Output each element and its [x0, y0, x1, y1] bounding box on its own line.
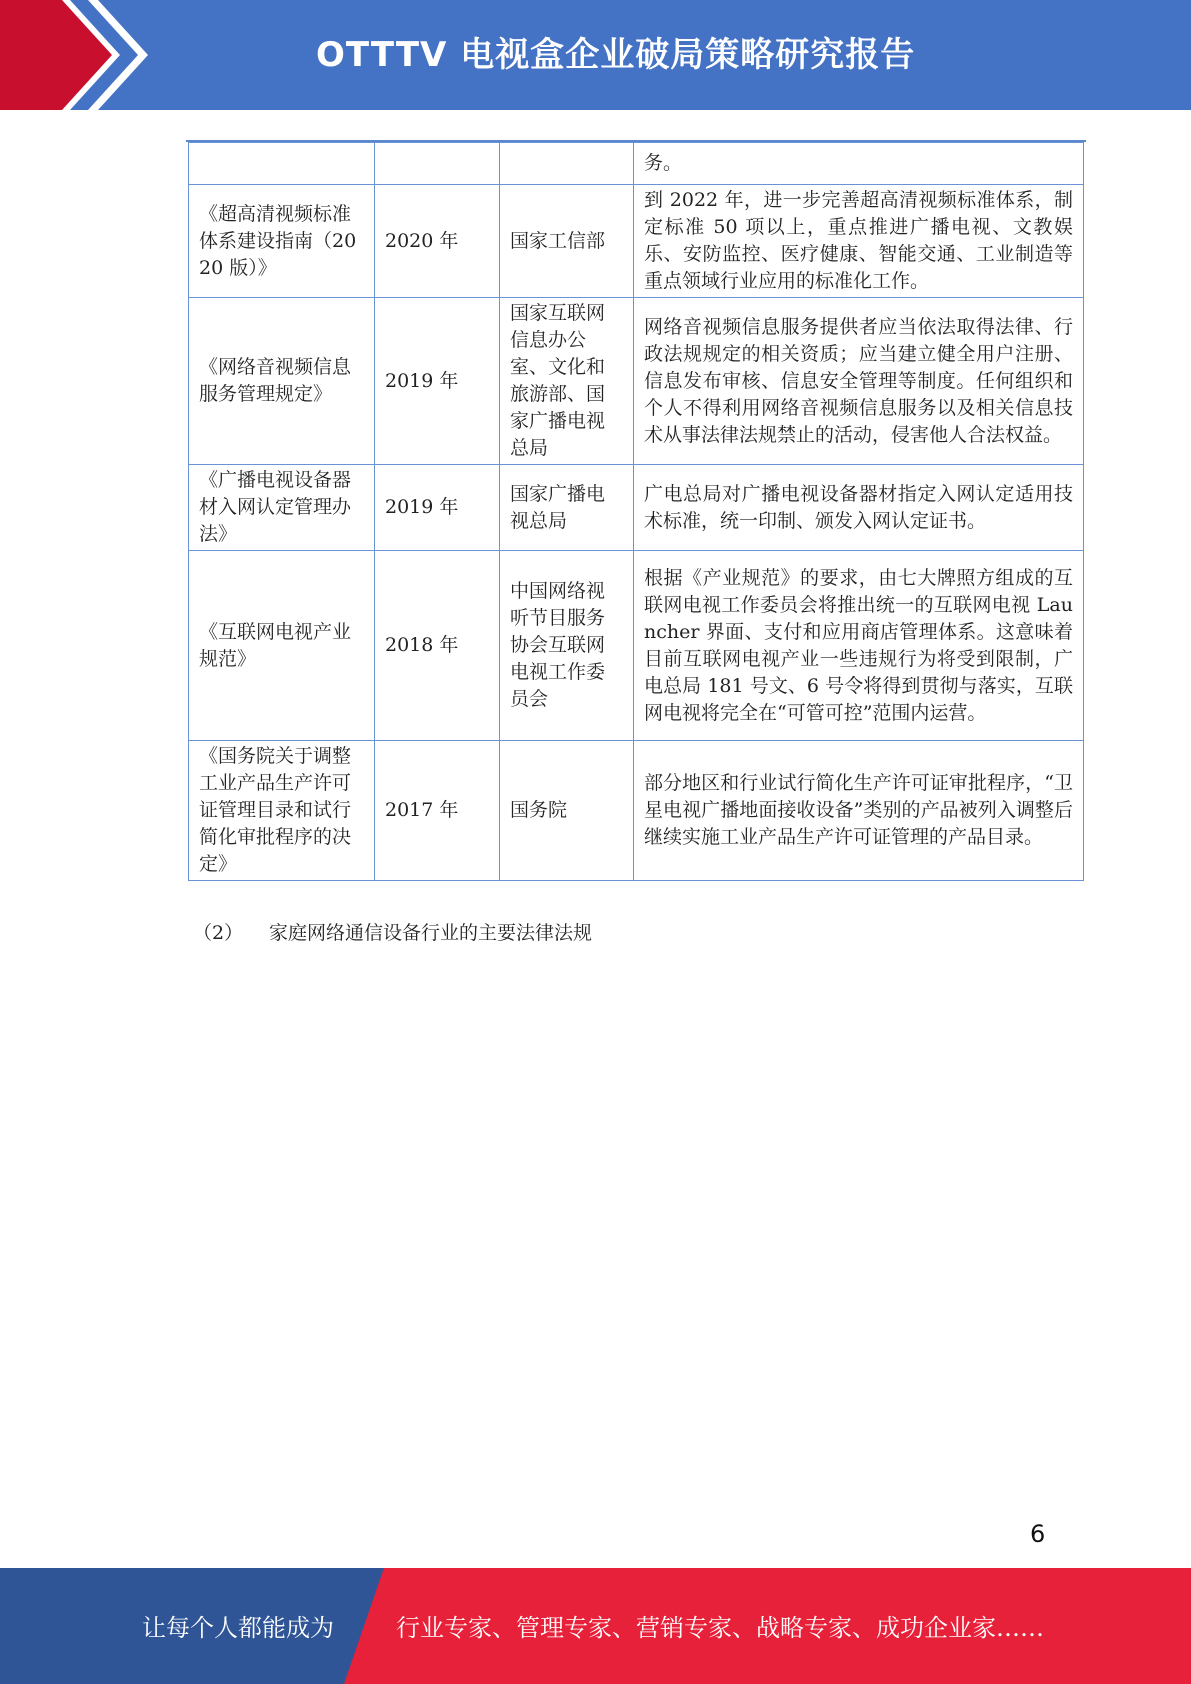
- year-cell: 2017 年: [375, 741, 500, 881]
- page-title: OTTTV 电视盒企业破局策略研究报告: [316, 35, 916, 75]
- description-cell: 部分地区和行业试行简化生产许可证审批程序，“卫星电视广播地面接收设备”类别的产品被列入调整后继续实施工业产品生产许可证管理的产品目录。: [634, 741, 1084, 881]
- year-cell: 2019 年: [375, 298, 500, 465]
- department-cell: 国家互联网信息办公室、文化和旅游部、国家广播电视总局: [500, 298, 634, 465]
- footer-slogan-left: 让每个人都能成为: [142, 1614, 334, 1642]
- page-footer: [0, 1568, 1191, 1684]
- table-row: [189, 465, 1084, 551]
- regulation-name-cell: [189, 143, 375, 185]
- department-cell: 国务院: [500, 741, 634, 881]
- department-cell: [500, 143, 634, 185]
- description-cell: 广电总局对广播电视设备器材指定入网认定适用技术标准，统一印制、颁发入网认定证书。: [634, 465, 1084, 551]
- year-cell: [375, 143, 500, 185]
- regulations-table: [188, 142, 1084, 881]
- regulation-name-cell: 《广播电视设备器材入网认定管理办法》: [189, 465, 375, 551]
- table-row: [189, 741, 1084, 881]
- regulation-name-cell: 《国务院关于调整工业产品生产许可证管理目录和试行简化审批程序的决定》: [189, 741, 375, 881]
- header-flag-icon: [0, 0, 160, 110]
- table-row: [189, 185, 1084, 298]
- table-row: [189, 143, 1084, 185]
- description-cell: 到 2022 年，进一步完善超高清视频标准体系，制定标准 50 项以上，重点推进广播电视、文教娱乐、安防监控、医疗健康、智能交通、工业制造等重点领域行业应用的标准化工作。: [634, 185, 1084, 298]
- year-cell: 2020 年: [375, 185, 500, 298]
- footer-slogan-right: 行业专家、管理专家、营销专家、战略专家、成功企业家……: [396, 1614, 1044, 1642]
- regulation-name-cell: 《网络音视频信息服务管理规定》: [189, 298, 375, 465]
- year-cell: 2019 年: [375, 465, 500, 551]
- page-number: 6: [1030, 1520, 1046, 1548]
- description-cell: 网络音视频信息服务提供者应当依法取得法律、行政法规规定的相关资质；应当建立健全用户注册、信息发布审核、信息安全管理等制度。任何组织和个人不得利用网络音视频信息服务以及相关信息技术从事法律法规禁止的活动，侵害他人合法权益。: [634, 298, 1084, 465]
- description-cell: 根据《产业规范》的要求，由七大牌照方组成的互联网电视工作委员会将推出统一的互联网电视 Launcher 界面、支付和应用商店管理体系。这意味着目前互联网电视产业一些违规行为将受到限制，广电总局 181 号文、6 号令将得到贯彻与落实，互联网电视将完全在“可管可控”范围内运营。: [634, 551, 1084, 741]
- table-row: [189, 298, 1084, 465]
- page-header: [0, 0, 1191, 110]
- department-cell: 中国网络视听节目服务协会互联网电视工作委员会: [500, 551, 634, 741]
- year-cell: 2018 年: [375, 551, 500, 741]
- department-cell: 国家工信部: [500, 185, 634, 298]
- section-heading: [193, 918, 592, 945]
- description-cell: 务。: [634, 143, 1084, 185]
- section-title: 家庭网络通信设备行业的主要法律法规: [269, 922, 593, 944]
- section-number: （2）: [193, 922, 244, 944]
- table-row: [189, 551, 1084, 741]
- department-cell: 国家广播电视总局: [500, 465, 634, 551]
- regulation-name-cell: 《互联网电视产业规范》: [189, 551, 375, 741]
- regulation-name-cell: 《超高清视频标准体系建设指南（2020 版）》: [189, 185, 375, 298]
